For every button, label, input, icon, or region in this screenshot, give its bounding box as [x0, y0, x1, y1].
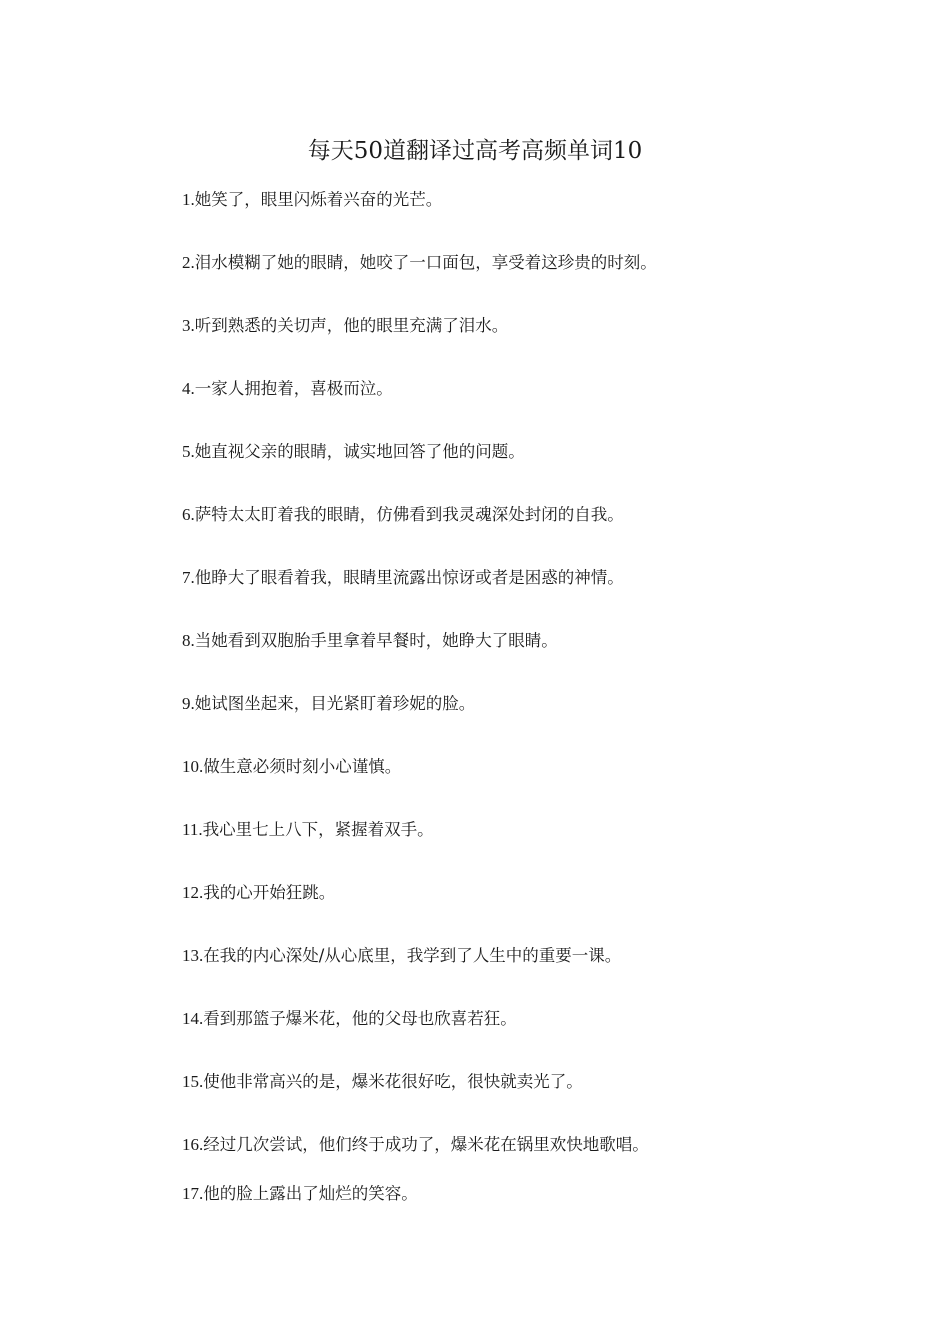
page-title: 每天50道翻译过高考高频单词10	[307, 138, 643, 164]
item-text: 听到熟悉的关切声，他的眼里充满了泪水。	[194, 316, 509, 335]
item-text: 我心里七上八下，紧握着双手。	[202, 820, 434, 839]
item-number: 1.	[182, 190, 195, 209]
item-number: 7.	[182, 568, 195, 587]
item-text: 看到那篮子爆米花，他的父母也欣喜若狂。	[203, 1009, 517, 1028]
item-number: 9.	[182, 694, 195, 713]
item-text: 她试图坐起来，目光紧盯着珍妮的脸。	[194, 694, 476, 713]
list-item	[182, 1007, 517, 1031]
item-text: 他的脸上露出了灿烂的笑容。	[203, 1184, 418, 1203]
list-item	[182, 881, 335, 905]
list-item	[182, 566, 624, 590]
item-text: 做生意必须时刻小心谨慎。	[203, 757, 402, 776]
item-text: 当她看到双胞胎手里拿着早餐时，她睁大了眼睛。	[194, 631, 558, 650]
item-text: 我的心开始狂跳。	[203, 883, 336, 902]
list-item	[182, 1182, 418, 1206]
list-item	[182, 251, 657, 275]
item-number: 11.	[182, 820, 203, 839]
item-number: 16.	[182, 1135, 204, 1154]
list-item	[182, 944, 621, 968]
item-number: 15.	[182, 1072, 204, 1091]
item-number: 3.	[182, 316, 195, 335]
item-number: 12.	[182, 883, 204, 902]
item-text: 经过几次尝试，他们终于成功了，爆米花在锅里欢快地歌唱。	[203, 1135, 649, 1154]
item-number: 4.	[182, 379, 195, 398]
item-text: 她直视父亲的眼睛，诚实地回答了他的问题。	[194, 442, 525, 461]
item-number: 8.	[182, 631, 195, 650]
list-item	[182, 692, 475, 716]
item-number: 2.	[182, 253, 195, 272]
list-item	[182, 629, 558, 653]
item-text: 他睁大了眼看着我，眼睛里流露出惊讶或者是困惑的神情。	[194, 568, 624, 587]
item-number: 17.	[182, 1184, 204, 1203]
item-number: 5.	[182, 442, 195, 461]
item-number: 6.	[182, 505, 195, 524]
item-number: 14.	[182, 1009, 204, 1028]
list-item	[182, 377, 393, 401]
list-item	[182, 440, 525, 464]
item-number: 13.	[182, 946, 204, 965]
list-item	[182, 314, 508, 338]
item-text: 使他非常高兴的是，爆米花很好吃，很快就卖光了。	[203, 1072, 583, 1091]
item-text: 萨特太太盯着我的眼睛，仿佛看到我灵魂深处封闭的自我。	[194, 505, 624, 524]
item-text: 在我的内心深处/从心底里，我学到了人生中的重要一课。	[203, 946, 622, 965]
item-text: 泪水模糊了她的眼睛，她咬了一口面包，享受着这珍贵的时刻。	[194, 253, 657, 272]
item-number: 10.	[182, 757, 204, 776]
list-item	[182, 1133, 649, 1157]
item-text: 她笑了，眼里闪烁着兴奋的光芒。	[194, 190, 443, 209]
item-text: 一家人拥抱着，喜极而泣。	[194, 379, 393, 398]
list-item	[182, 1070, 583, 1094]
list-item	[182, 755, 401, 779]
list-item	[182, 188, 442, 212]
list-item	[182, 503, 624, 527]
list-item	[182, 818, 434, 842]
